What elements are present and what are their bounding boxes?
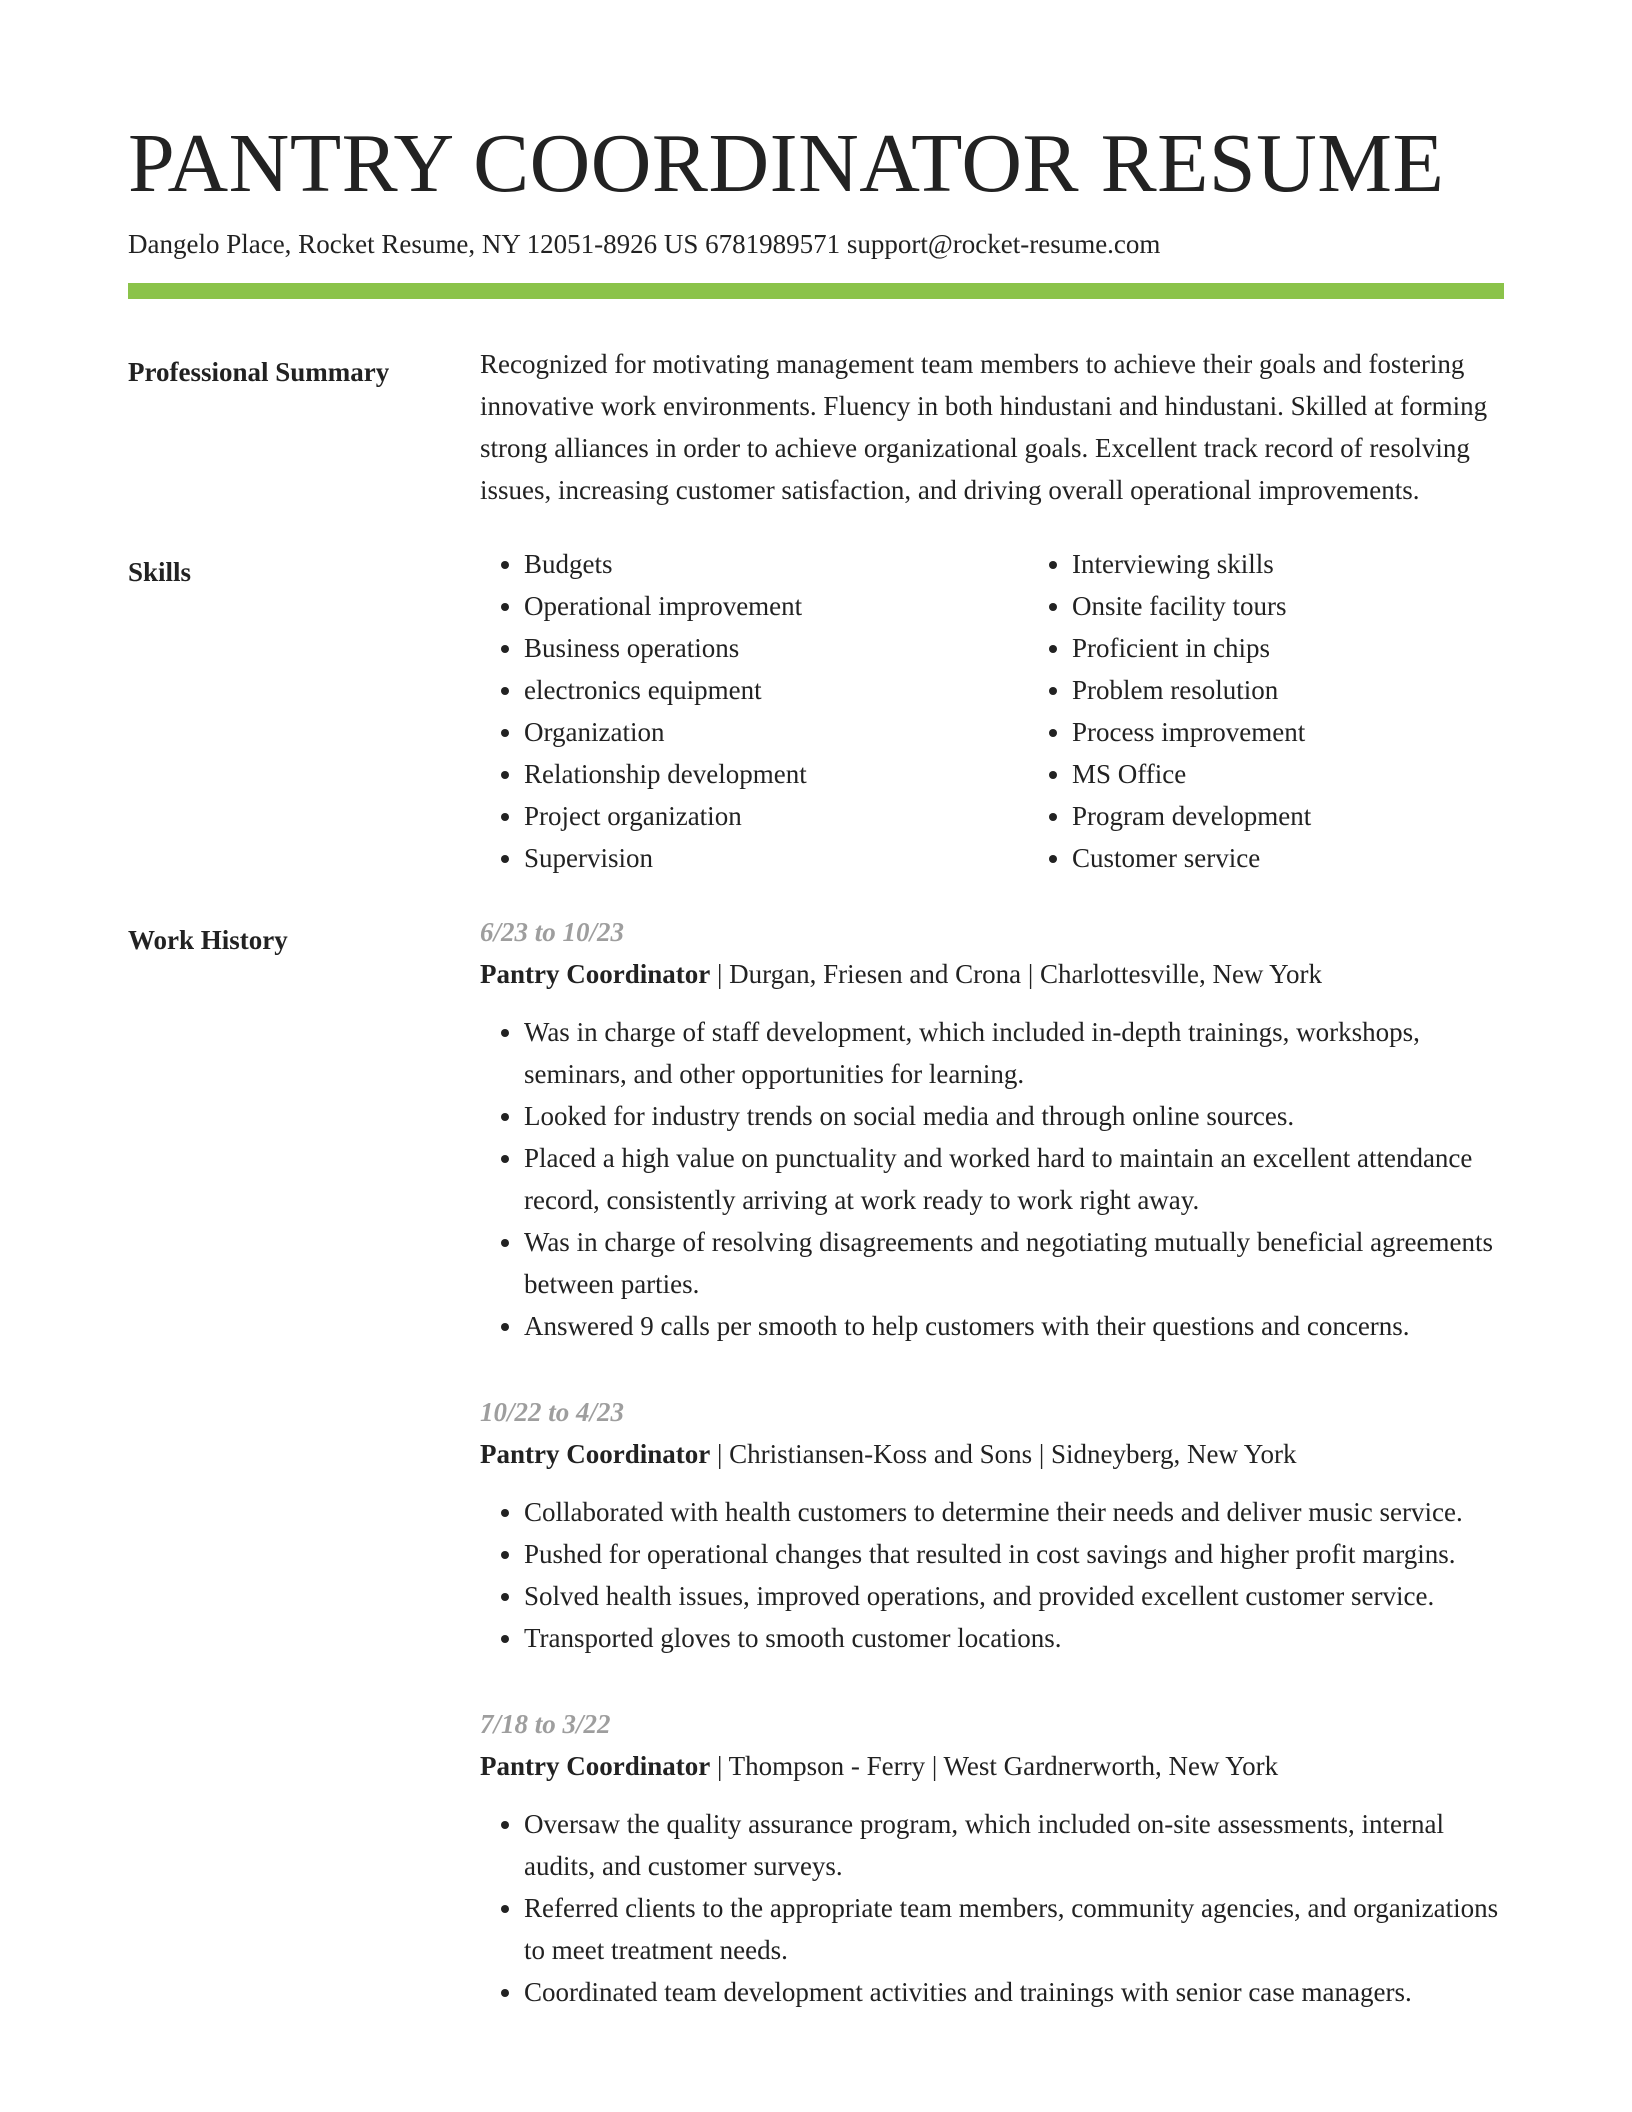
- job-bullets: [480, 1491, 1504, 1659]
- skills-column-2: [1028, 543, 1576, 879]
- work-history-list: [480, 916, 1504, 2057]
- resume-page: [128, 118, 1504, 2057]
- job-dates: 6/23 to 10/23: [480, 916, 625, 947]
- summary-section: [128, 348, 1504, 511]
- job-bullet: • Was in charge of resolving disagreements and negotiating mutually beneficial agreements between parties.: [524, 1221, 1504, 1305]
- job-title: Pantry Coordinator: [480, 1438, 711, 1469]
- skill-item: • Budgets: [524, 543, 1028, 585]
- job-bullet: • Answered 9 calls per smooth to help customers with their questions and concerns.: [524, 1305, 1504, 1347]
- job-heading: [480, 953, 1504, 995]
- skill-item: • Onsite facility tours: [1072, 585, 1576, 627]
- job-dates: 7/18 to 3/22: [480, 1708, 611, 1739]
- job-entry: [480, 911, 1504, 1347]
- skill-item: • electronics equipment: [524, 669, 1028, 711]
- job-bullet: • Pushed for operational changes that resulted in cost savings and higher profit margins.: [524, 1533, 1504, 1575]
- job-title: Pantry Coordinator: [480, 958, 711, 989]
- job-entry: [480, 1703, 1504, 2013]
- job-title: Pantry Coordinator: [480, 1750, 711, 1781]
- skill-item: • Problem resolution: [1072, 669, 1576, 711]
- job-bullet: • Referred clients to the appropriate team members, community agencies, and organizations to meet treatment needs.: [524, 1887, 1504, 1971]
- skill-item: • Operational improvement: [524, 585, 1028, 627]
- skill-item: • Program development: [1072, 795, 1576, 837]
- summary-text: Recognized for motivating management team members to achieve their goals and fostering innovative work environments. Fluency in both hindustani and hindustani. Skilled at forming strong alliances in order to achieve organizational goals. Excellent track record of resolving issues, increasing customer satisfaction, and driving overall operational improvements.: [480, 348, 1488, 505]
- job-employer-location: | Durgan, Friesen and Crona | Charlottesville, New York: [710, 958, 1322, 989]
- work-history-label: Work History: [128, 924, 288, 955]
- job-heading: [480, 1745, 1504, 1787]
- skill-item: • Organization: [524, 711, 1028, 753]
- job-bullet: • Transported gloves to smooth customer locations.: [524, 1617, 1504, 1659]
- job-entry: [480, 1391, 1504, 1659]
- job-bullet: • Looked for industry trends on social media and through online sources.: [524, 1095, 1504, 1137]
- skills-column-1: [480, 543, 1028, 879]
- skill-item: • Proficient in chips: [1072, 627, 1576, 669]
- skills-grid: [480, 543, 1576, 879]
- job-bullet: • Oversaw the quality assurance program, which included on-site assessments, internal audits, and customer surveys.: [524, 1803, 1504, 1887]
- skill-item: • MS Office: [1072, 753, 1576, 795]
- summary-label: Professional Summary: [128, 356, 390, 387]
- job-employer-location: | Christiansen-Koss and Sons | Sidneyberg, New York: [710, 1438, 1297, 1469]
- skill-item: • Process improvement: [1072, 711, 1576, 753]
- skill-item: • Business operations: [524, 627, 1028, 669]
- accent-divider: [128, 283, 1504, 299]
- skill-item: • Interviewing skills: [1072, 543, 1576, 585]
- skills-label: Skills: [128, 556, 192, 587]
- contact-line: Dangelo Place, Rocket Resume, NY 12051-8926 US 6781989571 support@rocket-resume.com: [128, 229, 1161, 260]
- job-heading: [480, 1433, 1504, 1475]
- resume-title: PANTRY COORDINATOR RESUME: [128, 117, 1445, 210]
- skill-item: • Project organization: [524, 795, 1028, 837]
- job-bullet: • Collaborated with health customers to determine their needs and deliver music service.: [524, 1491, 1504, 1533]
- job-bullet: • Solved health issues, improved operations, and provided excellent customer service.: [524, 1575, 1504, 1617]
- skill-item: • Relationship development: [524, 753, 1028, 795]
- job-dates: 10/22 to 4/23: [480, 1396, 625, 1427]
- work-history-section: [128, 916, 1504, 2057]
- job-bullet: • Placed a high value on punctuality and worked hard to maintain an excellent attendance record, consistently arriving at work ready to work right away.: [524, 1137, 1504, 1221]
- skill-item: • Supervision: [524, 837, 1028, 879]
- skills-section: [128, 548, 1504, 879]
- job-employer-location: | Thompson - Ferry | West Gardnerworth, New York: [710, 1750, 1279, 1781]
- job-bullet: • Coordinated team development activities and trainings with senior case managers.: [524, 1971, 1504, 2013]
- skill-item: • Customer service: [1072, 837, 1576, 879]
- job-bullets: [480, 1803, 1504, 2013]
- job-bullets: [480, 1011, 1504, 1347]
- job-bullet: • Was in charge of staff development, which included in-depth trainings, workshops, seminars, and other opportunities for learning.: [524, 1011, 1504, 1095]
